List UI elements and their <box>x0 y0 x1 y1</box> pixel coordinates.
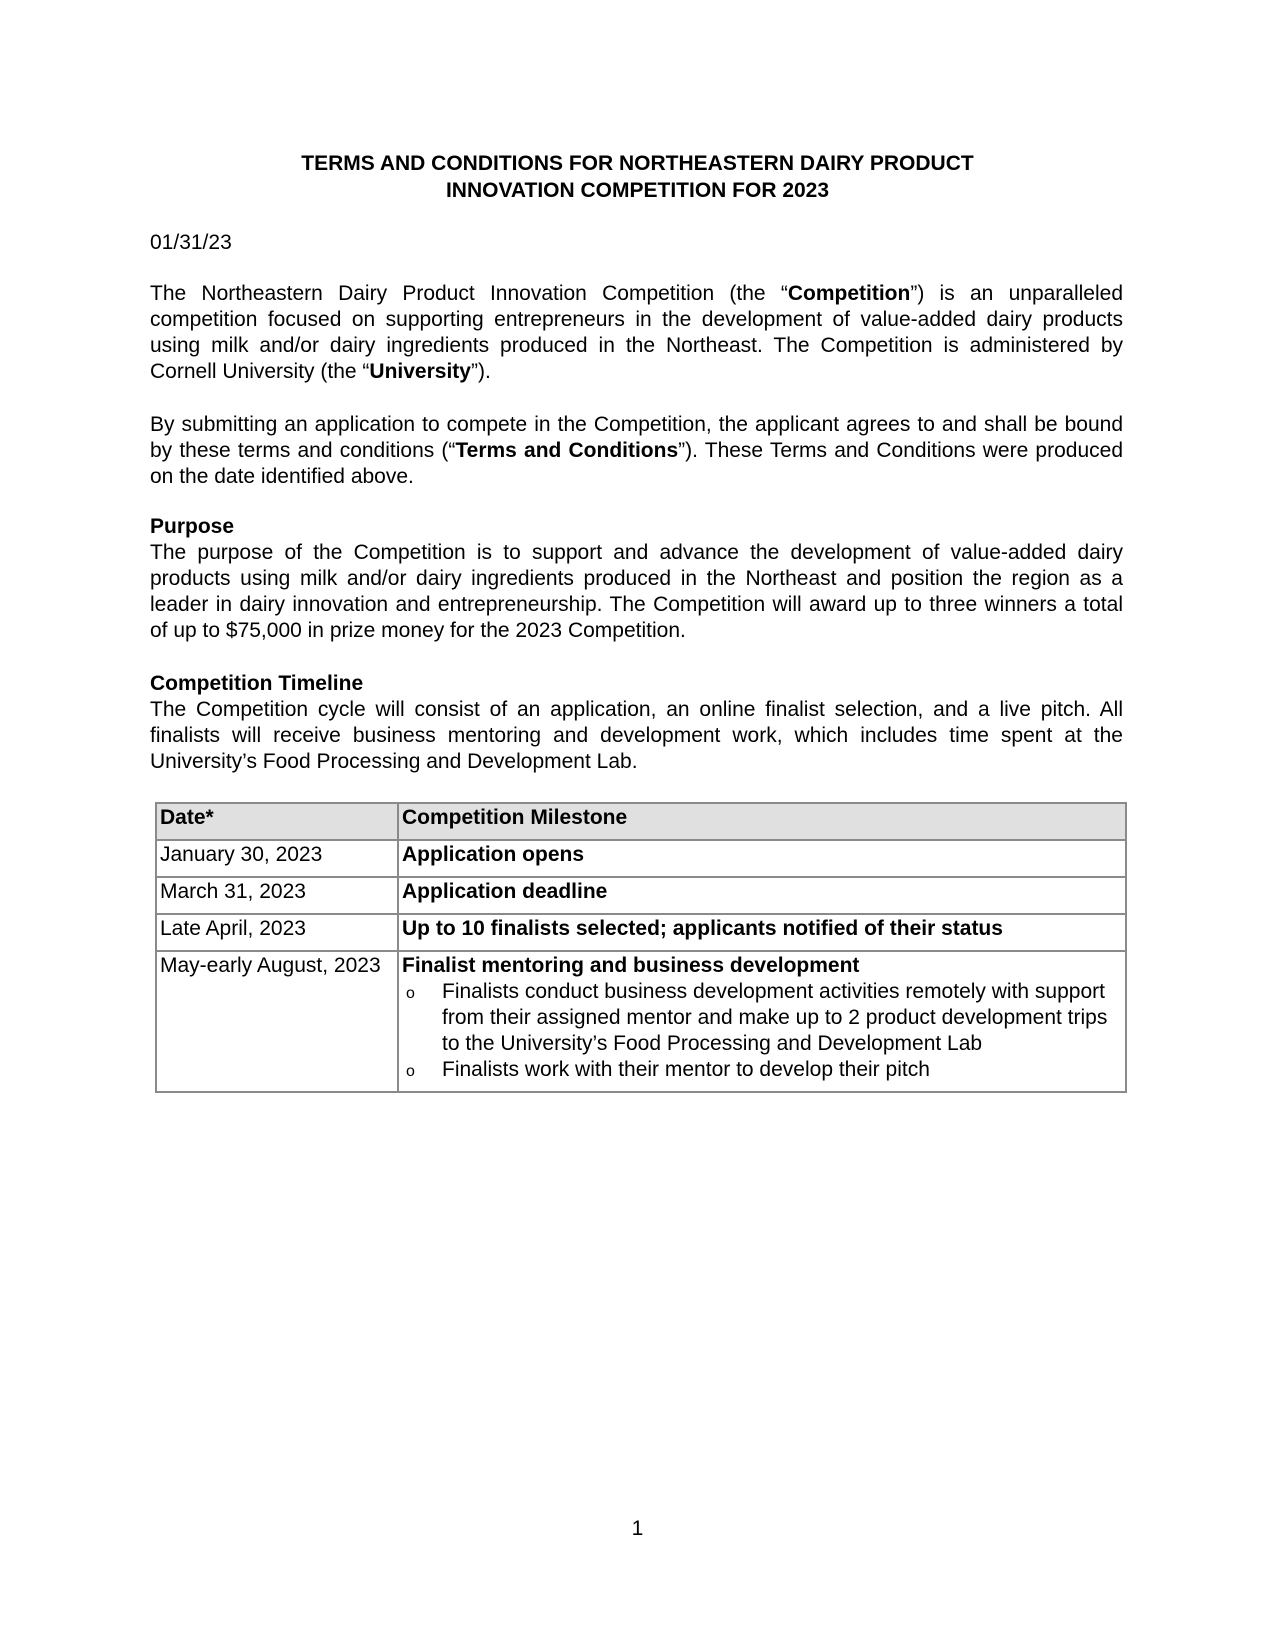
bullet-circle-icon: o <box>406 985 415 1002</box>
purpose-heading: Purpose <box>150 515 235 538</box>
table-header-row <box>156 803 1126 840</box>
timeline-heading: Competition Timeline <box>150 672 364 695</box>
intro-bold-university: University <box>369 360 471 383</box>
header-milestone: Competition Milestone <box>398 803 1126 840</box>
intro-text-3: ”). <box>470 360 491 383</box>
page-number: 1 <box>631 1517 644 1540</box>
table-row <box>156 914 1126 951</box>
bullet-circle-icon: o <box>406 1063 415 1080</box>
row-date: Late April, 2023 <box>156 914 398 951</box>
table-row <box>156 840 1126 877</box>
milestone-table <box>155 802 1127 1093</box>
document-date: 01/31/23 <box>150 231 232 254</box>
header-date: Date* <box>156 803 398 840</box>
intro-paragraph <box>150 281 1123 385</box>
row-milestone: Finalist mentoring and business development <box>402 954 860 977</box>
list-item <box>402 1057 1122 1083</box>
row-date: May-early August, 2023 <box>156 951 398 1092</box>
intro-text-1: The Northeastern Dairy Product Innovation Competition (the “ <box>150 282 788 305</box>
timeline-paragraph: The Competition cycle will consist of an application, an online finalist selection, and a live pitch. All finalists will receive business mentoring and development work, which includes time spent at the University’s Food Processing and Development Lab. <box>150 698 1123 773</box>
row-milestone: Application opens <box>398 840 1126 877</box>
agreement-paragraph <box>150 412 1123 490</box>
bullet-text: Finalists work with their mentor to develop their pitch <box>442 1058 930 1081</box>
table-row <box>156 877 1126 914</box>
row-milestone: Up to 10 finalists selected; applicants notified of their status <box>398 914 1126 951</box>
purpose-paragraph: The purpose of the Competition is to support and advance the development of value-added dairy products using milk and/or dairy ingredients produced in the Northeast and position the region as a leader in dairy innovation and entrepreneurship. The Competition will award up to three winners a total of up to $75,000 in prize money for the 2023 Competition. <box>150 541 1123 642</box>
bullet-text: Finalists conduct business development activities remotely with support from their assigned mentor and make up to 2 product development trips to the University’s Food Processing and Development Lab <box>442 980 1108 1055</box>
row-date: January 30, 2023 <box>156 840 398 877</box>
agreement-text-2: ”). These Terms and Conditions were produced on the date identified above. <box>150 439 1124 488</box>
row-date: March 31, 2023 <box>156 877 398 914</box>
title-line-1: TERMS AND CONDITIONS FOR NORTHEASTERN DAIRY PRODUCT <box>301 152 974 175</box>
agreement-text-1: By submitting an application to compete in the Competition, the applicant agrees to and shall be bound by these terms and conditions (“ <box>150 413 1123 462</box>
intro-bold-competition: Competition <box>787 282 911 305</box>
document-title <box>150 150 1125 204</box>
list-item <box>402 979 1122 1057</box>
agreement-bold-terms: Terms and Conditions <box>455 439 679 462</box>
row-milestone-detail <box>398 951 1126 1092</box>
intro-text-2: ”) is an unparalleled competition focused on supporting entrepreneurs in the development of value-added dairy products using milk and/or dairy ingredients produced in the Northeast. The Competition is administered by Cornell University (the “ <box>150 282 1124 383</box>
row-milestone: Application deadline <box>398 877 1126 914</box>
title-line-2: INNOVATION COMPETITION FOR 2023 <box>445 179 830 202</box>
table-row <box>156 951 1126 1092</box>
milestone-bullet-list <box>402 979 1122 1083</box>
